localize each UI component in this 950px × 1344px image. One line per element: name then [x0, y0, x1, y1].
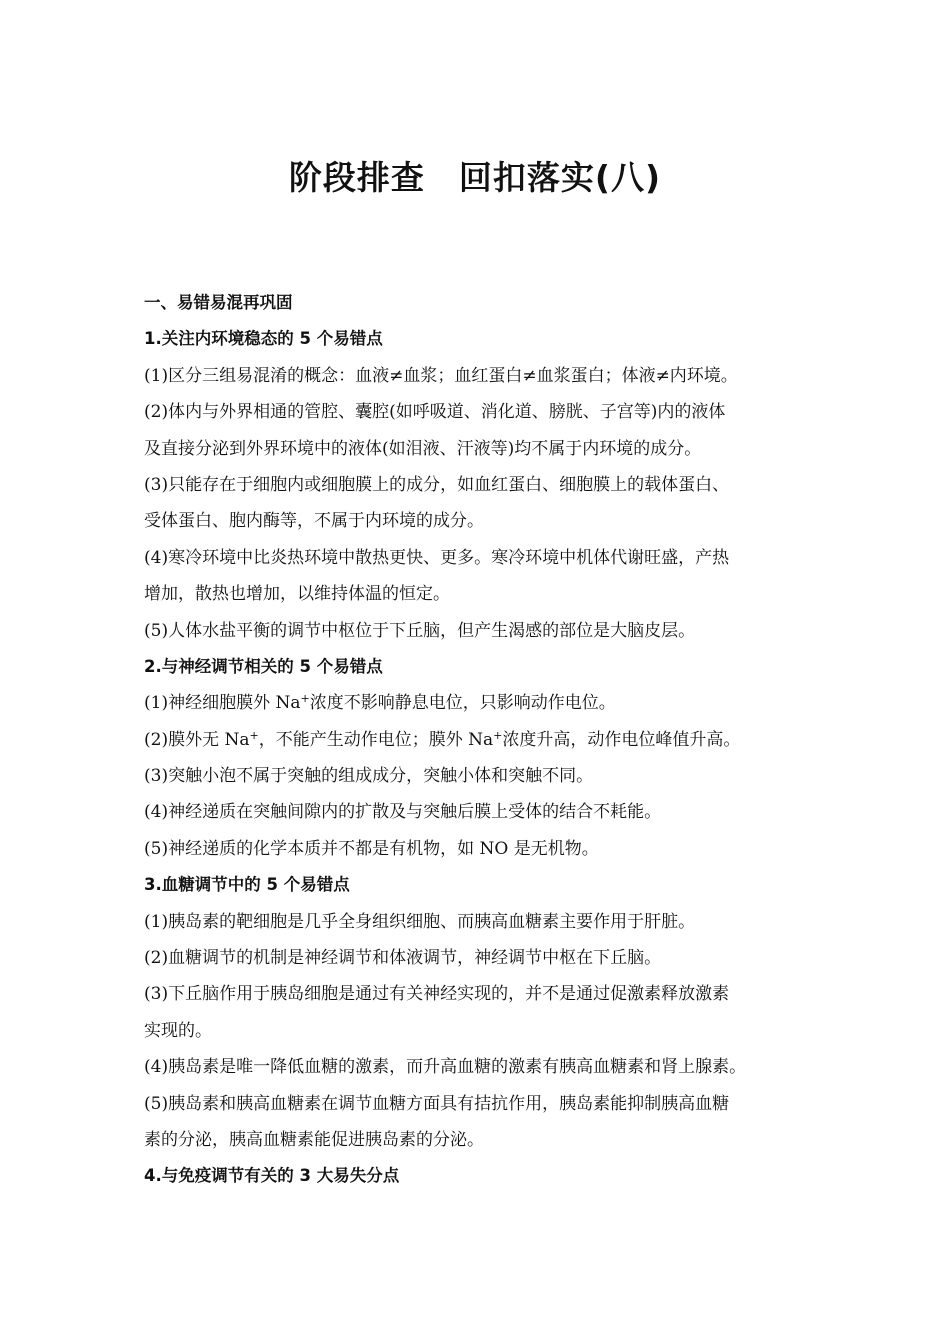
- paragraph-line: 及直接分泌到外界环境中的液体(如泪液、汗液等)均不属于内环境的成分。: [144, 438, 702, 459]
- paragraph-line: (5)胰岛素和胰高血糖素在调节血糖方面具有拮抗作用，胰岛素能抑制胰高血糖: [144, 1093, 730, 1114]
- section-heading: 1.关注内环境稳态的 5 个易错点: [144, 329, 383, 349]
- paragraph-line: (4)寒冷环境中比炎热环境中散热更快、更多。寒冷环境中机体代谢旺盛，产热: [144, 547, 730, 568]
- section-heading: 一、易错易混再巩固: [144, 293, 293, 312]
- paragraph-line: (1)胰岛素的靶细胞是几乎全身组织细胞、而胰高血糖素主要作用于肝脏。: [144, 911, 696, 932]
- section-heading: 3.血糖调节中的 5 个易错点: [144, 875, 350, 895]
- paragraph-line: (2)血糖调节的机制是神经调节和体液调节，神经调节中枢在下丘脑。: [144, 948, 662, 969]
- document-body: [144, 285, 808, 1195]
- paragraph-line: (3)下丘脑作用于胰岛细胞是通过有关神经实现的，并不是通过促激素释放激素: [144, 984, 730, 1005]
- section-heading: 4.与免疫调节有关的 3 大易失分点: [144, 1166, 400, 1186]
- paragraph-line: (4)胰岛素是唯一降低血糖的激素，而升高血糖的激素有胰高血糖素和肾上腺素。: [144, 1057, 747, 1078]
- paragraph-line: 受体蛋白、胞内酶等，不属于内环境的成分。: [144, 511, 484, 532]
- paragraph-line: 素的分泌，胰高血糖素能促进胰岛素的分泌。: [144, 1129, 484, 1150]
- paragraph-line: 增加，散热也增加，以维持体温的恒定。: [144, 584, 450, 605]
- paragraph-line: (5)人体水盐平衡的调节中枢位于下丘脑，但产生渴感的部位是大脑皮层。: [144, 620, 696, 641]
- paragraph-line: (1)神经细胞膜外 Na+浓度不影响静息电位，只影响动作电位。: [144, 692, 616, 714]
- page-title: 阶段排查 回扣落实(八): [288, 158, 662, 197]
- paragraph-line: (2)膜外无 Na+，不能产生动作电位；膜外 Na+浓度升高，动作电位峰值升高。: [144, 728, 741, 750]
- paragraph-line: 实现的。: [144, 1020, 212, 1041]
- paragraph-line: (4)神经递质在突触间隙内的扩散及与突触后膜上受体的结合不耗能。: [144, 802, 662, 823]
- paragraph-line: (3)突触小泡不属于突触的组成成分，突触小体和突触不同。: [144, 766, 594, 787]
- paragraph-line: (1)区分三组易混淆的概念：血液≠血浆；血红蛋白≠血浆蛋白；体液≠内环境。: [144, 365, 738, 386]
- paragraph-line: (5)神经递质的化学本质并不都是有机物，如 NO 是无机物。: [144, 838, 599, 859]
- section-heading: 2.与神经调节相关的 5 个易错点: [144, 656, 383, 676]
- paragraph-line: (2)体内与外界相通的管腔、囊腔(如呼吸道、消化道、膀胱、子宫等)内的液体: [144, 402, 726, 423]
- paragraph-line: (3)只能存在于细胞内或细胞膜上的成分，如血红蛋白、细胞膜上的载体蛋白、: [144, 474, 730, 495]
